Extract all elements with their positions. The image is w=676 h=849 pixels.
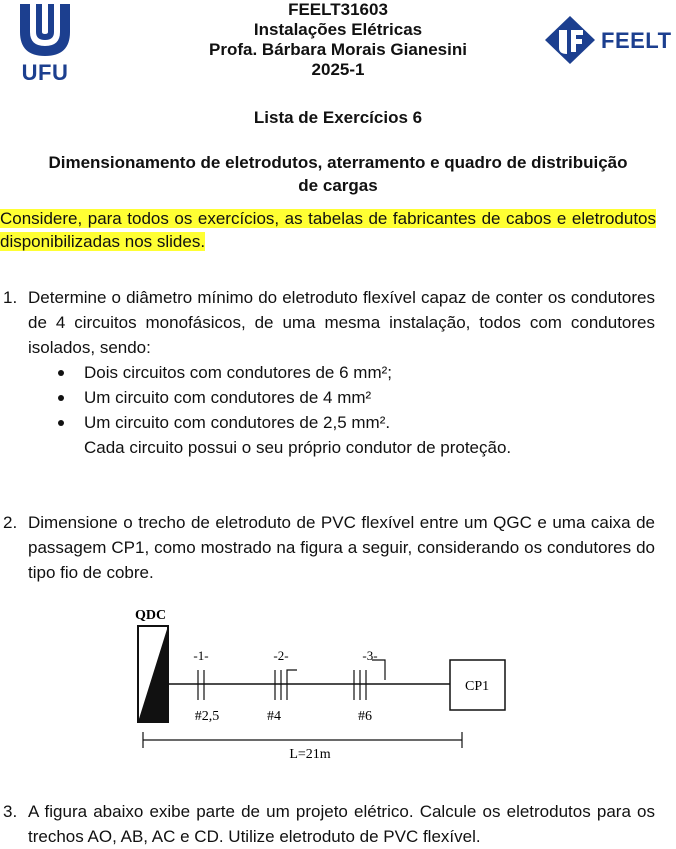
subtitle-line-2: de cargas (298, 176, 378, 195)
circuit-tag: -2- (273, 648, 289, 663)
bullet-list (28, 360, 655, 435)
circuit-2 (267, 648, 297, 724)
conduit-diagram (125, 600, 515, 770)
circuit-tag: -3- (362, 648, 378, 663)
question-number: 1. (3, 288, 18, 307)
circuit-gauge: #4 (267, 709, 281, 724)
list-item: Um circuito com condutores de 2,5 mm². (28, 410, 655, 435)
professor-name: Profa. Bárbara Morais Gianesini (209, 40, 467, 59)
feelt-logo-text: FEELT (601, 28, 672, 53)
ufu-logo-text: UFU (21, 60, 69, 85)
box-label: CP1 (465, 679, 490, 694)
list-item: Dois circuitos com condutores de 6 mm²; (28, 360, 655, 385)
course-code: FEELT31603 (288, 0, 388, 19)
length-label: L=21m (289, 747, 331, 762)
highlighted-notice (0, 207, 656, 253)
circuit-3 (354, 648, 385, 724)
list-item: Um circuito com condutores de 4 mm² (28, 385, 655, 410)
panel-label: QDC (135, 608, 167, 623)
notice-text: Considere, para todos os exercícios, as tabelas de fabricantes de cabos e eletrodutos disponibilizadas nos slides. (0, 209, 656, 251)
question-text: Determine o diâmetro mínimo do eletroduto flexível capaz de conter os condutores de 4 circuitos monofásicos, de uma mesma instalação, todos com condutores isolados, sendo: (28, 288, 655, 357)
length-dimension (143, 732, 462, 762)
circuit-gauge: #2,5 (194, 709, 220, 724)
question-number: 2. (3, 513, 18, 532)
semester: 2025-1 (311, 60, 365, 79)
circuit-gauge: #6 (358, 709, 372, 724)
circuit-1 (193, 648, 219, 724)
question-note: Cada circuito possui o seu próprio condutor de proteção. (84, 438, 512, 457)
list-title: Lista de Exercícios 6 (253, 108, 423, 127)
question-text: A figura abaixo exibe parte de um projeto elétrico. Calcule os eletrodutos para os trechos AO, AB, AC e CD. Utilize eletroduto de PVC flexível. (28, 802, 655, 846)
circuit-tag: -1- (193, 648, 209, 663)
document-subtitle (0, 151, 676, 197)
question-text: Dimensione o trecho de eletroduto de PVC flexível entre um QGC e uma caixa de passagem CP1, como mostrado na figura a seguir, considerando os condutores do tipo fio de cobre. (28, 513, 655, 582)
course-name: Instalações Elétricas (253, 20, 423, 39)
question-number: 3. (3, 802, 18, 821)
subtitle-line-1: Dimensionamento de eletrodutos, aterramento e quadro de distribuição (48, 153, 628, 172)
course-header (0, 0, 676, 80)
